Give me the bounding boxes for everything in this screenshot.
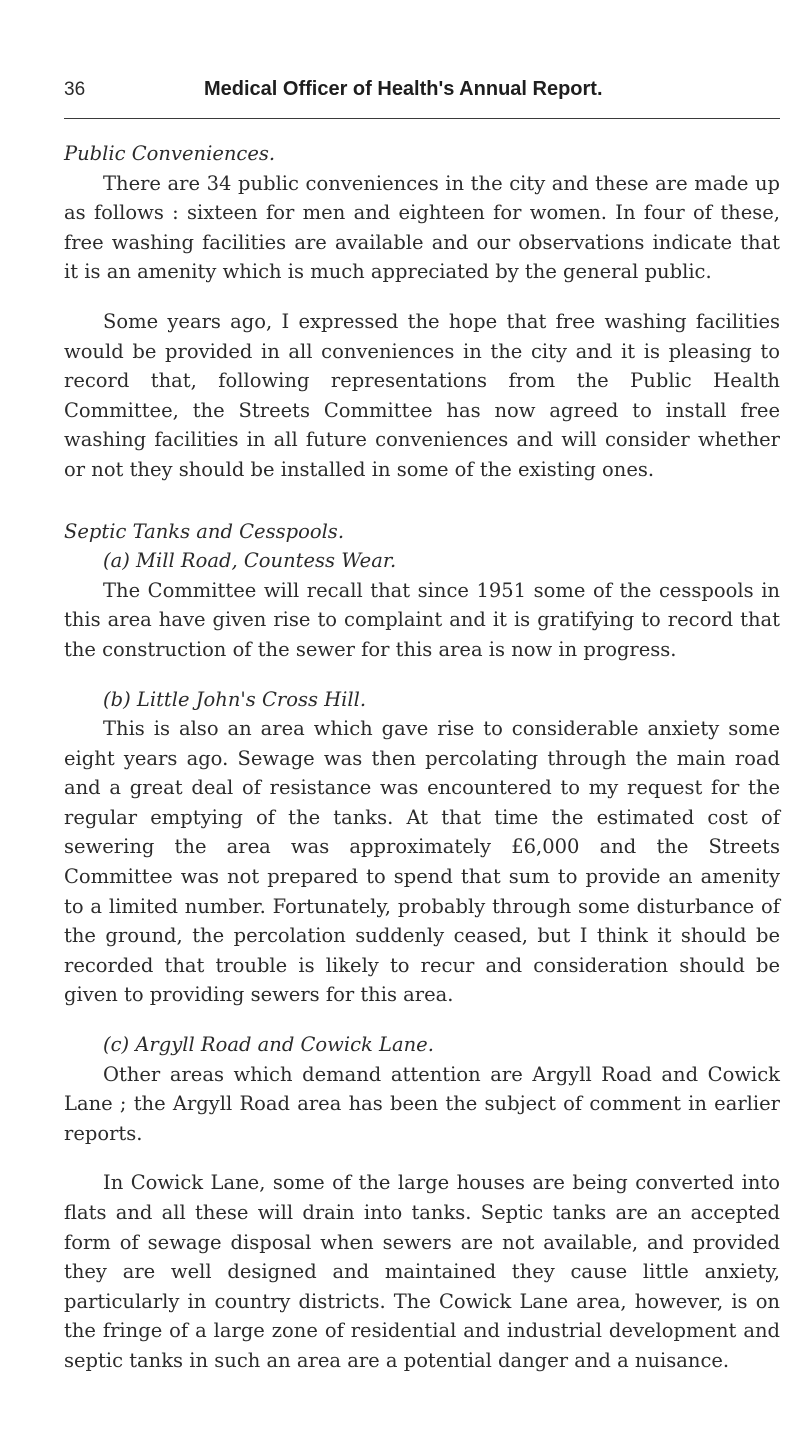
paragraph: Other areas which demand attention are Argyll Road and Cowick Lane ; the Argyll Road area has been the subject of comment in earlier reports. bbox=[64, 1062, 780, 1145]
paragraph: Some years ago, I expressed the hope that free washing facilities would be provided in all conveniences in the city and it is pleasing to record that, following representations from the Public Health Committee, the Streets Committee has now agreed to install free washing facilities in all future conveniences and will consider whether or not they should be installed in some of the existing ones. bbox=[64, 309, 780, 481]
running-title: Medical Officer of Health's Annual Report. bbox=[204, 78, 603, 100]
page-number: 36 bbox=[64, 79, 86, 100]
subsection-title: Mill Road, Countess Wear. bbox=[136, 549, 397, 573]
page-header bbox=[64, 78, 780, 119]
section-heading: Septic Tanks and Cesspools. bbox=[64, 519, 345, 543]
paragraph: The Committee will recall that since 1951 some of the cesspools in this area have given rise to complaint and it is gratifying to record that the construction of the sewer for this area is now in progress. bbox=[64, 578, 780, 661]
subsection-heading-a bbox=[64, 546, 780, 576]
paragraph: In Cowick Lane, some of the large houses are being converted into flats and all these will drain into tanks. Septic tanks are an accepted form of sewage disposal when sewers are not available, and provided they are well designed and maintained they cause little anxiety, particularly in country districts. The Cowick Lane area, however, is on the fringe of a large zone of residential and industrial development and septic tanks in such an area are a potential danger and a nuisance. bbox=[64, 1171, 780, 1372]
subsection-label: (b) bbox=[103, 687, 131, 711]
document-page bbox=[64, 78, 780, 1376]
subsection-title: Argyll Road and Cowick Lane. bbox=[135, 1033, 434, 1057]
paragraph: There are 34 public conveniences in the city and these are made up as follows : sixteen for men and eighteen for women. In four of these, free washing facilities are available and our observations indicate that it is an amenity which is much appreciated by the general public. bbox=[64, 171, 780, 284]
subsection-title: Little John's Cross Hill. bbox=[136, 687, 367, 711]
subsection-label: (a) bbox=[103, 549, 130, 573]
page-content bbox=[64, 139, 780, 1376]
section-public-conveniences bbox=[64, 139, 780, 485]
section-heading: Public Conveniences. bbox=[64, 142, 276, 165]
subsection-heading-c bbox=[64, 1030, 780, 1060]
section-septic-tanks bbox=[64, 517, 780, 1376]
subsection-heading-b bbox=[64, 685, 780, 715]
subsection-label: (c) bbox=[103, 1033, 130, 1057]
paragraph: This is also an area which gave rise to considerable anxiety some eight years ago. Sewage was then percolating through the main road and a great deal of resistance was encountered to my request for the regular emptying of the tanks. At that time the estimated cost of sewering the area was approximately £6,000 and the Streets Committee was not prepared to spend that sum to provide an amenity to a limited number. Fortunately, probably through some disturbance of the ground, the percolation suddenly ceased, but I think it should be recorded that trouble is likely to recur and consideration should be given to providing sewers for this area. bbox=[64, 717, 780, 1007]
